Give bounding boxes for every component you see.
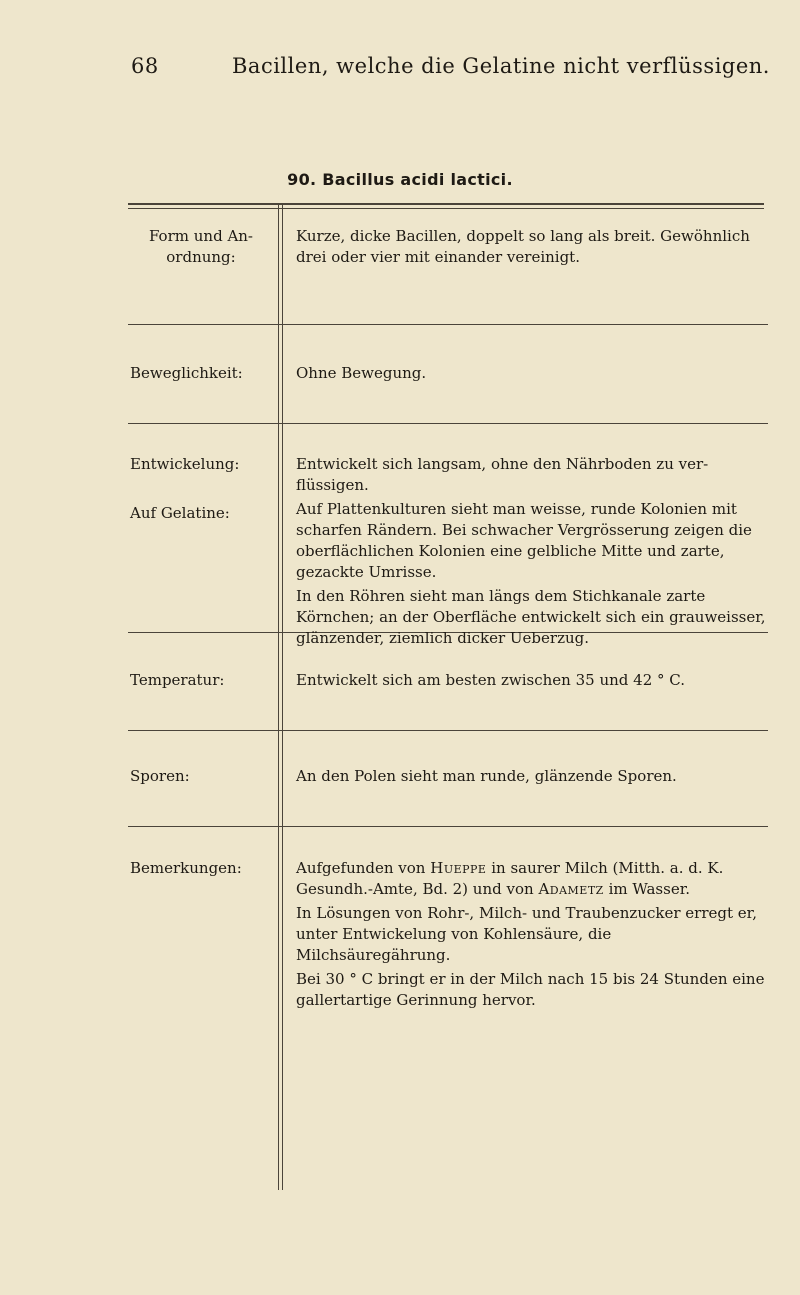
paragraph: Kurze, dicke Bacillen, doppelt so lang als breit. Gewöhnlich drei oder vier mit einander vereinigt. bbox=[296, 227, 750, 266]
table-top-rule bbox=[128, 203, 764, 205]
text-run: im Wasser. bbox=[603, 880, 690, 898]
row-divider bbox=[128, 826, 768, 827]
row-label-development: Entwickelung: bbox=[130, 455, 240, 473]
section-title: 90. Bacillus acidi lactici. bbox=[287, 170, 513, 189]
row-text-form bbox=[296, 226, 770, 271]
paragraph: In den Röhren sieht man längs dem Stichkanale zarte Körnchen; an der Oberfläche entwickelt sich ein grauweisser, glänzender, ziemlich dicker Ueberzug. bbox=[296, 587, 766, 647]
row-text-remarks bbox=[296, 858, 770, 1014]
row-label-remarks: Bemerkungen: bbox=[130, 859, 242, 877]
paragraph: Ohne Bewegung. bbox=[296, 364, 427, 382]
paragraph: Entwickelt sich am besten zwischen 35 und 42 ° C. bbox=[296, 671, 685, 689]
column-divider-inner bbox=[282, 203, 283, 1190]
paragraph bbox=[296, 858, 770, 900]
paragraph: In Lösungen von Rohr-, Milch- und Traubenzucker erregt er, unter Entwickelung von Kohlensäure, die Milchsäuregährung. bbox=[296, 904, 757, 964]
author-name: Adametz bbox=[538, 880, 604, 898]
row-sublabel-gelatine: Auf Gelatine: bbox=[130, 504, 230, 522]
author-name: Hueppe bbox=[430, 859, 487, 877]
row-text-development bbox=[296, 454, 770, 652]
table-top-rule-inner bbox=[128, 208, 764, 209]
running-title: Bacillen, welche die Gelatine nicht verflüssigen. bbox=[232, 54, 770, 78]
paragraph: Entwickelt sich langsam, ohne den Nährboden zu verflüssigen. bbox=[296, 455, 709, 494]
page-number: 68 bbox=[131, 54, 159, 78]
paragraph: Auf Plattenkulturen sieht man weisse, runde Kolonien mit scharfen Rändern. Bei schwacher Vergrösserung zeigen die oberflächlichen Kolonien eine gelbliche Mitte und zarte, gezackte Umrisse. bbox=[296, 500, 752, 581]
row-divider bbox=[128, 324, 768, 325]
row-divider bbox=[128, 423, 768, 424]
text-run: Aufgefunden von bbox=[296, 859, 431, 877]
row-divider bbox=[128, 730, 768, 731]
row-label-motility: Beweglichkeit: bbox=[130, 364, 243, 382]
row-text-motility bbox=[296, 363, 770, 387]
row-label-form: Form und An- ordnung: bbox=[148, 227, 254, 266]
paragraph: An den Polen sieht man runde, glänzende Sporen. bbox=[296, 767, 677, 785]
row-label-temperature: Temperatur: bbox=[130, 671, 225, 689]
column-divider bbox=[278, 203, 279, 1190]
text-run: in saurer Milch (Mitth. a. d. K. Gesundh.-Amte, Bd. 2) und von bbox=[296, 859, 724, 898]
row-text-temperature bbox=[296, 670, 770, 694]
row-label-spores: Sporen: bbox=[130, 767, 190, 785]
paragraph: Bei 30 ° C bringt er in der Milch nach 15 bis 24 Stunden eine gallertartige Gerinnung hervor. bbox=[296, 970, 765, 1009]
row-text-spores bbox=[296, 766, 770, 790]
